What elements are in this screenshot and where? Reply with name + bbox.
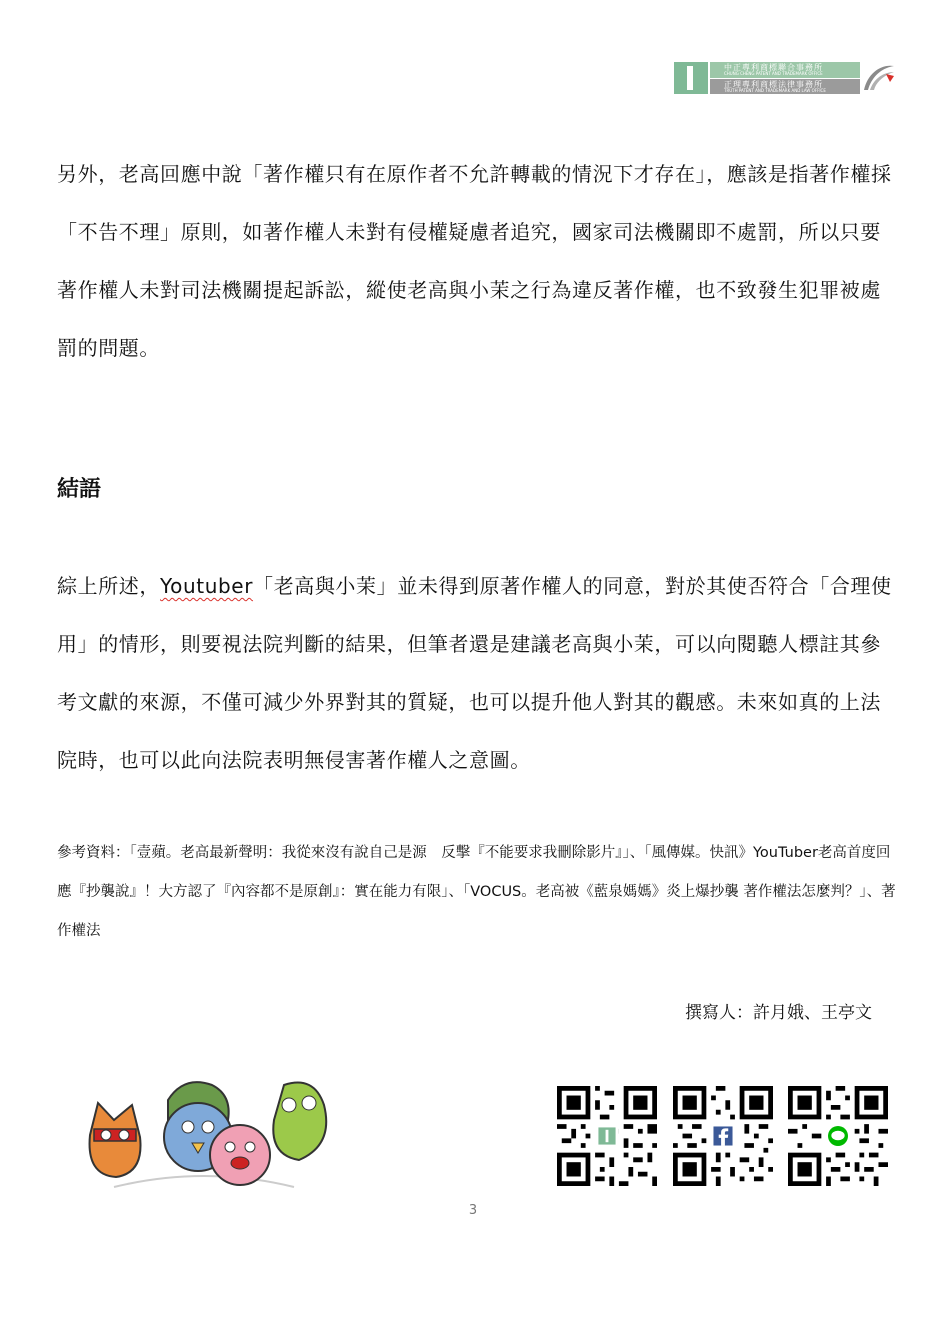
- logo-text-line1-en: CHUNG CHENG PATENT AND TRADEMARK OFFICE: [724, 71, 823, 76]
- firm-logo: [674, 60, 896, 96]
- logo-emblem: [674, 62, 708, 94]
- section-heading-conclusion: 結語: [57, 477, 102, 502]
- paragraph-copyright-note: 另外，老高回應中說「著作權只有在原作者不允許轉載的情況下才存在」，應該是指著作權採「不告不理」原則，如著作權人未對有侵權疑慮者追究，國家司法機關即不處罰，所以只要著作權人未對司法機關提起訴訟，縱使老高與小茉之行為違反著作權，也不致發生犯罪被處罰的問題。: [57, 162, 892, 360]
- logo-text-line2: 正理專利商標法律事務所: [724, 80, 823, 89]
- logo-swoosh-icon: [860, 60, 896, 96]
- logo-text-line1: 中正專利商標聯合事務所: [724, 63, 823, 72]
- qr-code-website: [557, 1086, 657, 1186]
- qr-code-line: [788, 1086, 888, 1186]
- paragraph-conclusion: [57, 557, 899, 789]
- page-number: 3: [468, 1203, 478, 1218]
- mascot-group-illustration: [84, 1065, 334, 1190]
- references: 參考資料：「壹蘋。老高最新聲明：我從來沒有說自己是源 反擊『不能要求我刪除影片』」、「風傳媒。快訊》YouTuber老高首度回應『抄襲說』！大方認了『內容都不是原創』：實在能力有限」、「VOCUS。老高被《藍泉媽媽》炎上爆抄襲 著作權法怎麼判？」、著作權法: [57, 845, 896, 939]
- author-credit: 撰寫人：許月娥、王亭文: [685, 1003, 872, 1023]
- paragraph-conclusion-rest: 「老高與小茉」並未得到原著作權人的同意，對於其使否符合「合理使用」的情形，則要視法院判斷的結果，但筆者還是建議老高與小茉，可以向閱聽人標註其參考文獻的來源，不僅可減少外界對其的質疑，也可以提升他人對其的觀感。未來如真的上法院時，也可以此向法院表明無侵害著作權人之意圖。: [57, 574, 892, 772]
- logo-text-line2-en: TRUTH PATENT AND TRADEMARK AND LAW OFFICE: [724, 88, 826, 93]
- spellcheck-word-youtuber: Youtuber: [160, 574, 254, 598]
- qr-code-facebook: [673, 1086, 773, 1186]
- paragraph-conclusion-start: 綜上所述，: [57, 574, 160, 598]
